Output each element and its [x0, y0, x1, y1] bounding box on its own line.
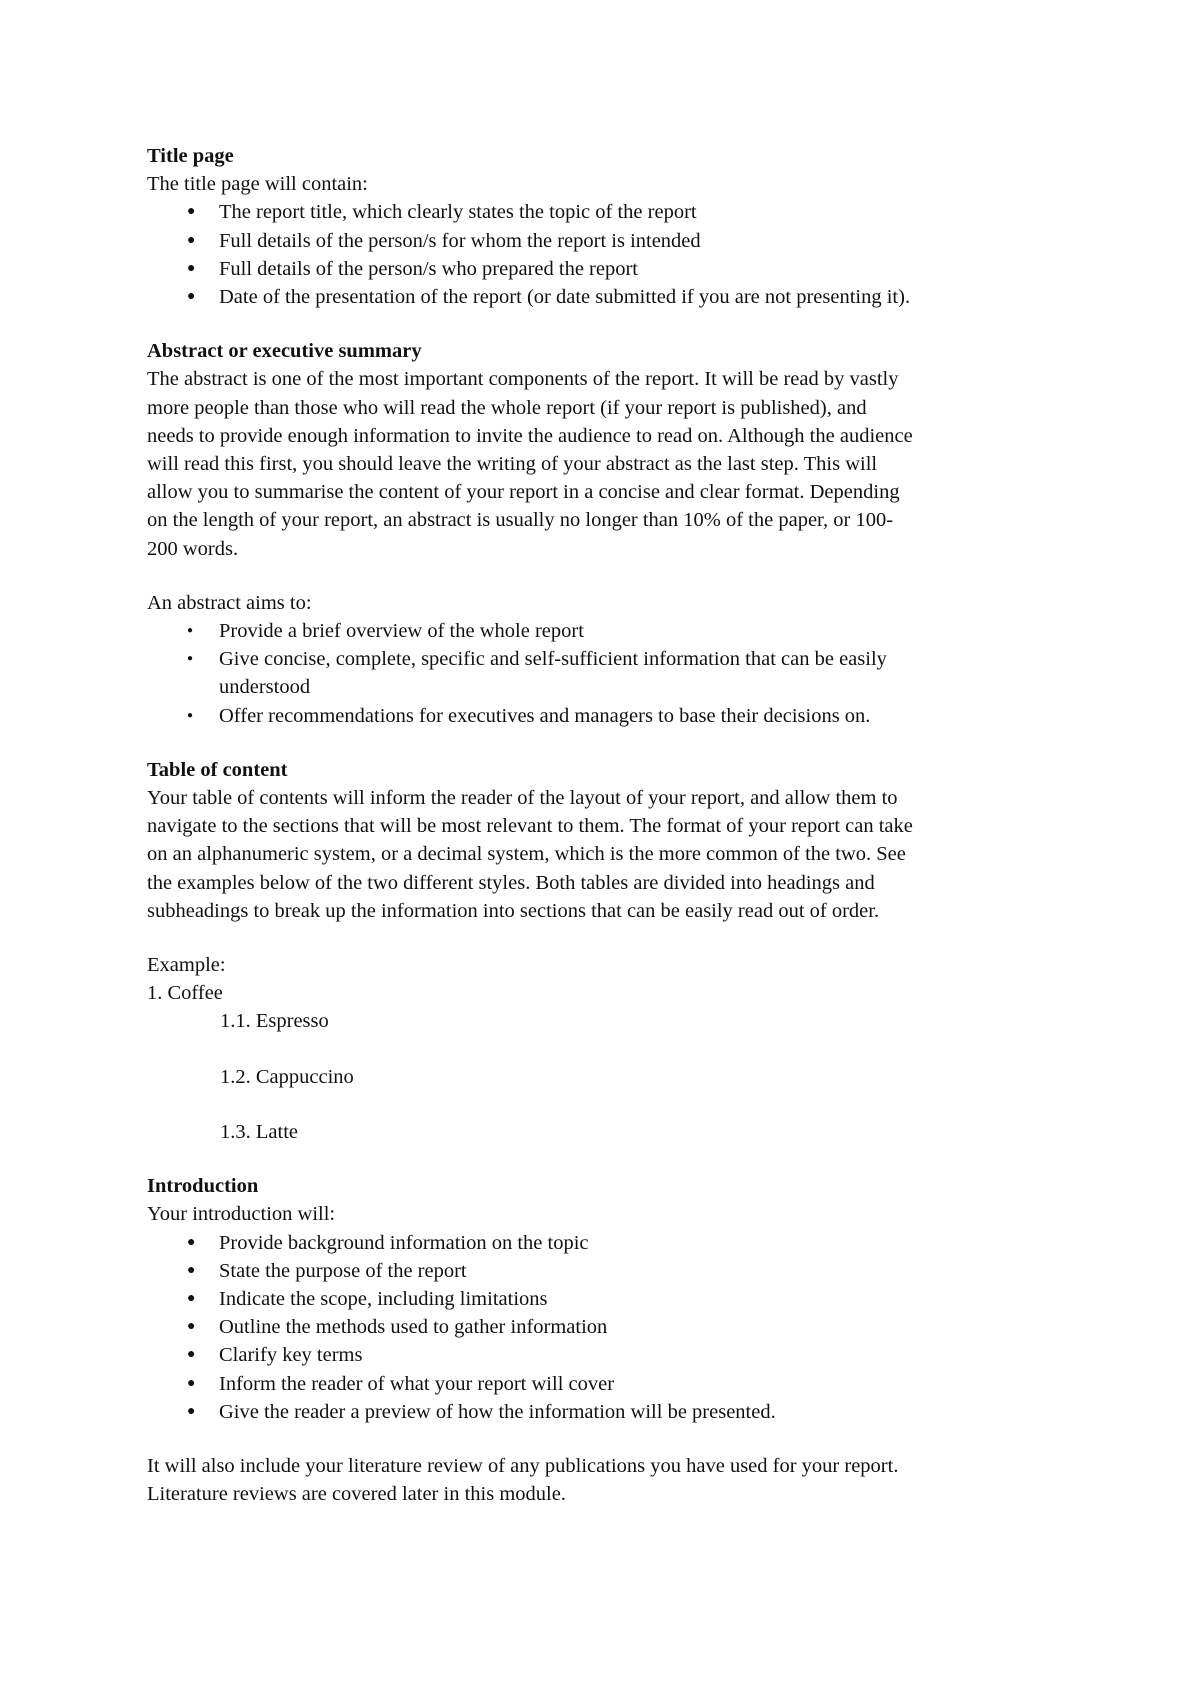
list-item: ● State the purpose of the report [147, 1257, 1067, 1285]
introduction-closing-paragraph: It will also include your literature review of any publications you have used for your report. Literature reviews are covered later in this module. [147, 1454, 899, 1506]
example-subheading: 1.2. Cappuccino [220, 1065, 354, 1088]
section-heading-abstract: Abstract or executive summary [147, 340, 422, 363]
list-item: ● Give the reader a preview of how the information will be presented. [147, 1398, 1067, 1426]
bullet-icon: ● [187, 1262, 196, 1278]
abstract-aims-list [147, 617, 1067, 730]
abstract-aims-intro: An abstract aims to: [147, 591, 312, 614]
example-subheading: 1.1. Espresso [220, 1010, 329, 1033]
list-item: ● Inform the reader of what your report will cover [147, 1370, 1067, 1398]
section-heading-table-of-content: Table of content [147, 758, 288, 781]
section-heading-title-page: Title page [147, 145, 234, 167]
document-page [147, 142, 1067, 1508]
bullet-icon: ● [187, 1375, 196, 1391]
bullet-icon: ● [187, 625, 194, 637]
bullet-icon: ● [187, 204, 196, 220]
list-item-continuation: understood [219, 676, 311, 699]
bullet-icon: ● [187, 260, 196, 276]
title-page-intro: The title page will contain: [147, 173, 368, 196]
list-item: ● Clarify key terms [147, 1341, 1067, 1369]
list-item: ● Full details of the person/s who prepared the report [147, 255, 1067, 283]
introduction-list [147, 1229, 1067, 1426]
bullet-icon: ● [187, 289, 196, 305]
bullet-icon: ● [187, 232, 196, 248]
bullet-icon: ● [187, 709, 194, 721]
list-item: ● Offer recommendations for executives and managers to base their decisions on. [147, 702, 1067, 730]
bullet-icon: ● [187, 1319, 196, 1335]
bullet-icon: ● [187, 1347, 196, 1363]
list-item: ● Date of the presentation of the report (or date submitted if you are not presenting it). [147, 283, 1067, 311]
list-item: ● Provide background information on the topic [147, 1229, 1067, 1257]
list-item: ● The report title, which clearly states the topic of the report [147, 198, 1067, 226]
bullet-icon: ● [187, 653, 194, 665]
bullet-icon: ● [187, 1403, 196, 1419]
example-top-heading: 1. Coffee [147, 982, 223, 1005]
list-item: ● Outline the methods used to gather information [147, 1313, 1067, 1341]
list-item: ● Provide a brief overview of the whole report [147, 617, 1067, 645]
list-item: ● Indicate the scope, including limitations [147, 1285, 1067, 1313]
introduction-intro: Your introduction will: [147, 1203, 336, 1226]
example-label: Example: [147, 954, 226, 977]
bullet-icon: ● [187, 1234, 196, 1250]
title-page-list [147, 198, 1067, 311]
bullet-icon: ● [187, 1290, 196, 1306]
abstract-paragraph: The abstract is one of the most important components of the report. It will be read by vastly more people than those who will read the whole report (if your report is published), and needs to provide enough information to invite the audience to read on. Although the audience will read this first, you should leave the writing of your abstract as the last step. This will allow you to summarise the content of your report in a concise and clear format. Depending on the length of your report, an abstract is usually no longer than 10% of the paper, or 100- 200 words. [147, 368, 913, 560]
list-item: ● Give concise, complete, specific and self-sufficient information that can be easily [147, 645, 1067, 673]
section-heading-introduction: Introduction [147, 1175, 259, 1198]
list-item: ● Full details of the person/s for whom the report is intended [147, 227, 1067, 255]
example-subheading: 1.3. Latte [220, 1120, 298, 1143]
toc-paragraph: Your table of contents will inform the reader of the layout of your report, and allow them to navigate to the sections that will be most relevant to them. The format of your report can take on an alphanumeric system, or a decimal system, which is the more common of the two. See the examples below of the two different styles. Both tables are divided into headings and subheadings to break up the information into sections that can be easily read out of order. [147, 787, 913, 922]
